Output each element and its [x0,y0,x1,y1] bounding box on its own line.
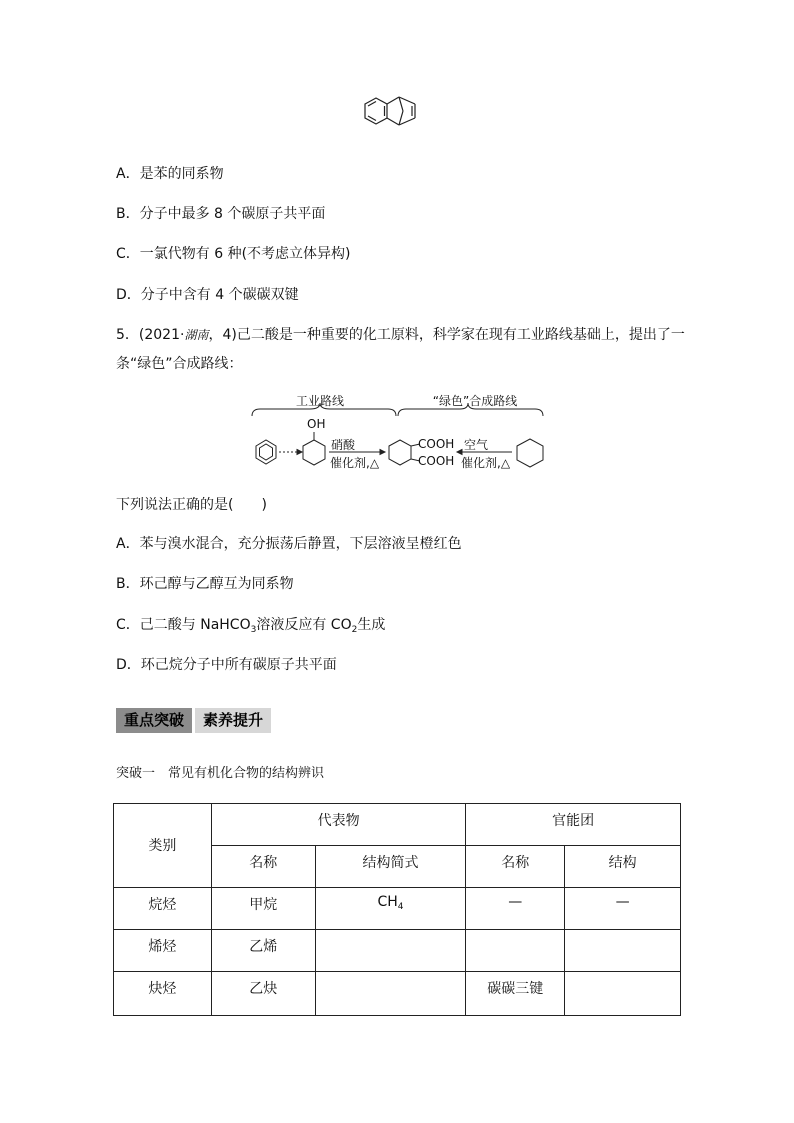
reaction-scheme [250,392,550,472]
header-formula: 结构简式 [315,846,466,888]
option-c-prefix: C．己二酸与 NaHCO [116,617,251,633]
option-c: C．一氯代物有 6 种(不考虑立体异构) [116,246,351,262]
option-b: B．分子中最多 8 个碳原子共平面 [116,206,326,222]
section-heading-part2: 素养提升 [195,708,271,733]
formula-sub: 4 [397,902,404,912]
header-name: 名称 [211,846,315,888]
stem-suffix: ，4)己二酸是一种重要的化工原料，科学家在现有工业路线基础上，提出了一 [208,327,685,343]
q5-option-d: D．环己烷分子中所有碳原子共平面 [116,657,337,673]
header-category: 类别 [114,804,212,888]
cell-name: 乙炔 [211,972,315,1016]
cell-fg-name [466,930,565,972]
q5-option-a: A．苯与溴水混合，充分振荡后静置，下层溶液呈橙红色 [116,536,462,552]
cooh-top: COOH [418,437,455,451]
q5-option-b: B．环己醇与乙醇互为同系物 [116,576,294,592]
cell-fg-name: — [466,888,565,930]
cell-fg-structure: — [565,888,681,930]
header-fg-structure: 结构 [565,846,681,888]
cell-fg-name: 碳碳三键 [466,972,565,1016]
cell-category: 炔烃 [114,972,212,1016]
reagent-1-bottom: 催化剂,△ [330,456,380,470]
section-heading-part1: 重点突破 [116,708,192,733]
molecule-structure-q4 [355,92,435,142]
reagent-2-top: 空气 [464,438,489,452]
formula-text: CH [377,894,398,910]
table-row [114,888,681,930]
option-c-suffix: 生成 [357,617,386,633]
cell-name: 乙烯 [211,930,315,972]
green-route-label: “绿色”合成路线 [432,394,518,408]
option-c-sub2: 2 [351,625,358,635]
reagent-1-top: 硝酸 [331,438,356,452]
functional-group-table [113,803,681,1016]
cell-category: 烷烃 [114,888,212,930]
cell-name: 甲烷 [211,888,315,930]
question-5-prompt: 下列说法正确的是( ) [116,497,267,513]
cell-formula [315,972,466,1016]
stem-source: 湖南 [184,328,209,342]
option-a: A．是苯的同系物 [116,166,224,182]
table-row [114,930,681,972]
q5-option-c [116,615,385,640]
cell-formula [315,930,466,972]
table-header-row-1 [114,804,681,846]
breakthrough-title: 突破一 常见有机化合物的结构辨识 [116,766,325,781]
option-c-mid: 溶液反应有 CO [256,617,352,633]
industrial-route-label: 工业路线 [295,394,344,408]
reagent-2-bottom: 催化剂,△ [461,456,511,470]
oh-label: OH [307,417,326,431]
question-5-stem-line2: 条“绿色”合成路线： [116,356,243,372]
section-heading [116,708,271,733]
header-representative: 代表物 [211,804,466,846]
cell-formula [315,888,466,930]
option-c-sub1: 3 [250,625,257,635]
table-row [114,972,681,1016]
cell-fg-structure [565,972,681,1016]
header-fg-name: 名称 [466,846,565,888]
header-functional-group: 官能团 [466,804,681,846]
cell-fg-structure [565,930,681,972]
stem-prefix: 5．(2021· [116,327,185,343]
option-d: D．分子中含有 4 个碳碳双键 [116,287,299,303]
cell-category: 烯烃 [114,930,212,972]
question-5-stem-line1 [116,325,685,345]
cooh-bottom: COOH [418,454,455,468]
